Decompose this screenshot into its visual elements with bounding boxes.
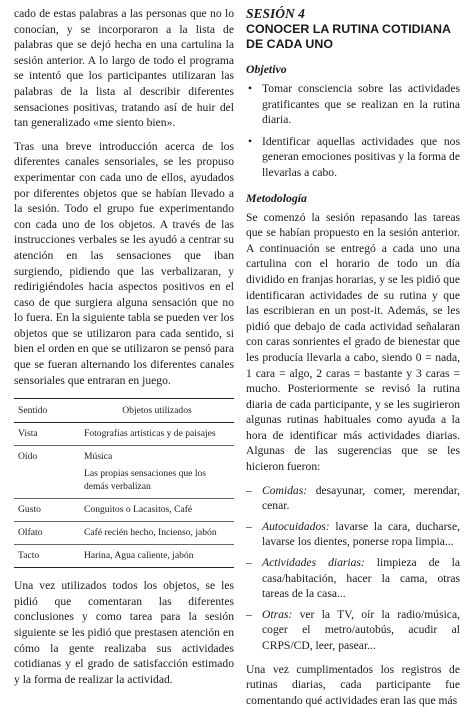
suggestion-text: ver la TV, oír la radio/música, coger el metro/autobús, acudir al CRPS/CD, leer, pasear... — [262, 607, 460, 652]
table-cell-objects — [80, 446, 234, 499]
bullet-icon: • — [248, 82, 253, 95]
suggestion-text: desayunar, comer, merendar, cenar. — [262, 483, 460, 513]
closing-paragraph: Una vez cumplimentados los registros de rutinas diarias, cada participante fue comentando qué actividades eran las que más — [246, 662, 460, 707]
senses-table — [14, 398, 234, 568]
object-text: Conguitos o Lacasitos, Café — [84, 504, 193, 516]
paragraph-1: cado de estas palabras a las personas que no lo conocían, y se incorporaron a la lista de palabras que se dejó hecha en una cartulina la sesión anterior. A lo largo de todo el programa se intentó que los participantes utilizaran las palabras de la lista al describir diferentes sensaciones positivas, tratando así de huir del tan generalizado «me siento bien». — [14, 7, 234, 130]
suggestion-text: limpieza de la casa/habitación, hacer la cama, otras tareas de la casa... — [262, 556, 460, 601]
session-number: SESIÓN 4 — [246, 6, 305, 21]
list-item — [246, 134, 460, 181]
right-column — [246, 6, 460, 708]
object-text: Café recién hecho, Incienso, jabón — [84, 527, 217, 539]
bullet-icon: • — [248, 134, 253, 148]
dash-icon: – — [246, 483, 252, 497]
session-title: CONOCER LA RUTINA COTIDIANA DE CADA UNO — [246, 22, 451, 51]
table-header-row — [14, 399, 234, 423]
suggestion-text: lavarse la cara, ducharse, lavarse los dientes, ponerse ropa limpia... — [262, 519, 460, 549]
dash-icon: – — [246, 519, 252, 533]
table-cell-objects — [80, 499, 234, 522]
dash-icon: – — [246, 556, 252, 570]
list-item — [246, 555, 460, 602]
sugerencias-list — [246, 483, 460, 654]
suggestion-label: Otras: — [262, 607, 293, 621]
table-header-objects: Objetos utilizados — [80, 399, 234, 423]
list-item — [246, 483, 460, 514]
dash-icon: – — [246, 607, 252, 621]
list-item-text: Tomar consciencia sobre las actividades gratificantes que se realizan en la rutina diaria. — [262, 82, 460, 127]
table-row — [14, 499, 234, 522]
suggestion-label: Comidas: — [262, 483, 308, 497]
objetivo-heading: Objetivo — [246, 62, 287, 76]
left-column — [14, 6, 234, 687]
object-text: Harina, Agua caliente, jabón — [84, 550, 194, 562]
suggestion-label: Autocuidados: — [262, 519, 330, 533]
table-cell-sense: Gusto — [14, 499, 80, 522]
list-item — [246, 607, 460, 654]
table-cell-sense: Vista — [14, 423, 80, 446]
object-text: Música — [84, 451, 113, 463]
table-cell-sense: Olfato — [14, 522, 80, 545]
table-header-sense: Sentido — [14, 399, 80, 423]
list-item — [246, 81, 460, 128]
objetivos-list — [246, 81, 460, 181]
metodologia-paragraph: Se comenzó la sesión repasando las tareas que se habían propuesto en la sesión anterior. A continuación se entregó a cada uno una cartulina con el horario de todo un día dividido en franjas horarias, y se les pidió que identificaran actividades de su rutina y que las escribieran en un post-it. Además, se les pidió que debajo de cada actividad señalaran con caras sonrientes el grado de bienestar que les producía llevarla a cabo, siendo 0 = nada, 1 cara = algo, 2 caras = bastante y 3 caras = mucho. Posteriormente se revisó la rutina diaria de cada participante, y se les sugirieron algunas rutinas habituales como ayuda a la hora de identificar más actividades diarias. Algunas de las sugerencias que se les hicieron fueron: — [246, 210, 460, 474]
table-row — [14, 545, 234, 568]
suggestion-label: Actividades diarias: — [262, 556, 365, 570]
table-row — [14, 522, 234, 545]
table-cell-sense: Tacto — [14, 545, 80, 568]
table-row — [14, 446, 234, 499]
table-cell-objects — [80, 423, 234, 446]
paragraph-3: Una vez utilizados todos los objetos, se les pidió que comentaran las diferentes conclusiones y como tarea para la sesión siguiente se les pidió que prestasen atención en cómo la gente realizaba sus actividades cotidianas y el grado de satisfacción estimado y la forma de realizar la actividad. — [14, 579, 234, 686]
paragraph-2: Tras una breve introducción acerca de los diferentes canales sensoriales, se les propuso experimentar con cada uno de ellos, ayudados por diferentes objetos que se habían llevado a la sesión. Todo el grupo fue experimentando con cada uno de los objetos. A través de las instrucciones verbales se les ayudó a centrar su atención en las sensaciones que iban surgiendo, pidiendo que las verbalizaran, y redirigiéndoles hacia aspectos positivos en el caso de que surgiera alguna sensación que no lo fuera. En la siguiente tabla se pueden ver los objetos que se utilizaron para cada sentido, si bien el orden en que se utilizaron se pensó para que se fueran alternando los diferentes canales sensoriales que entraran en juego. — [14, 139, 234, 387]
list-item — [246, 519, 460, 550]
metodologia-heading: Metodología — [246, 190, 307, 205]
table-cell-objects — [80, 522, 234, 545]
table-cell-objects — [80, 545, 234, 568]
list-item-text: Identificar aquellas actividades que nos generan emociones positivas y la forma de llevarlas a cabo. — [262, 134, 460, 179]
table-row — [14, 423, 234, 446]
object-text: Las propias sensaciones que los demás verbalizan — [84, 468, 207, 493]
object-text: Fotografías artísticas y de paisajes — [84, 428, 216, 440]
table-cell-sense: Oído — [14, 446, 80, 499]
